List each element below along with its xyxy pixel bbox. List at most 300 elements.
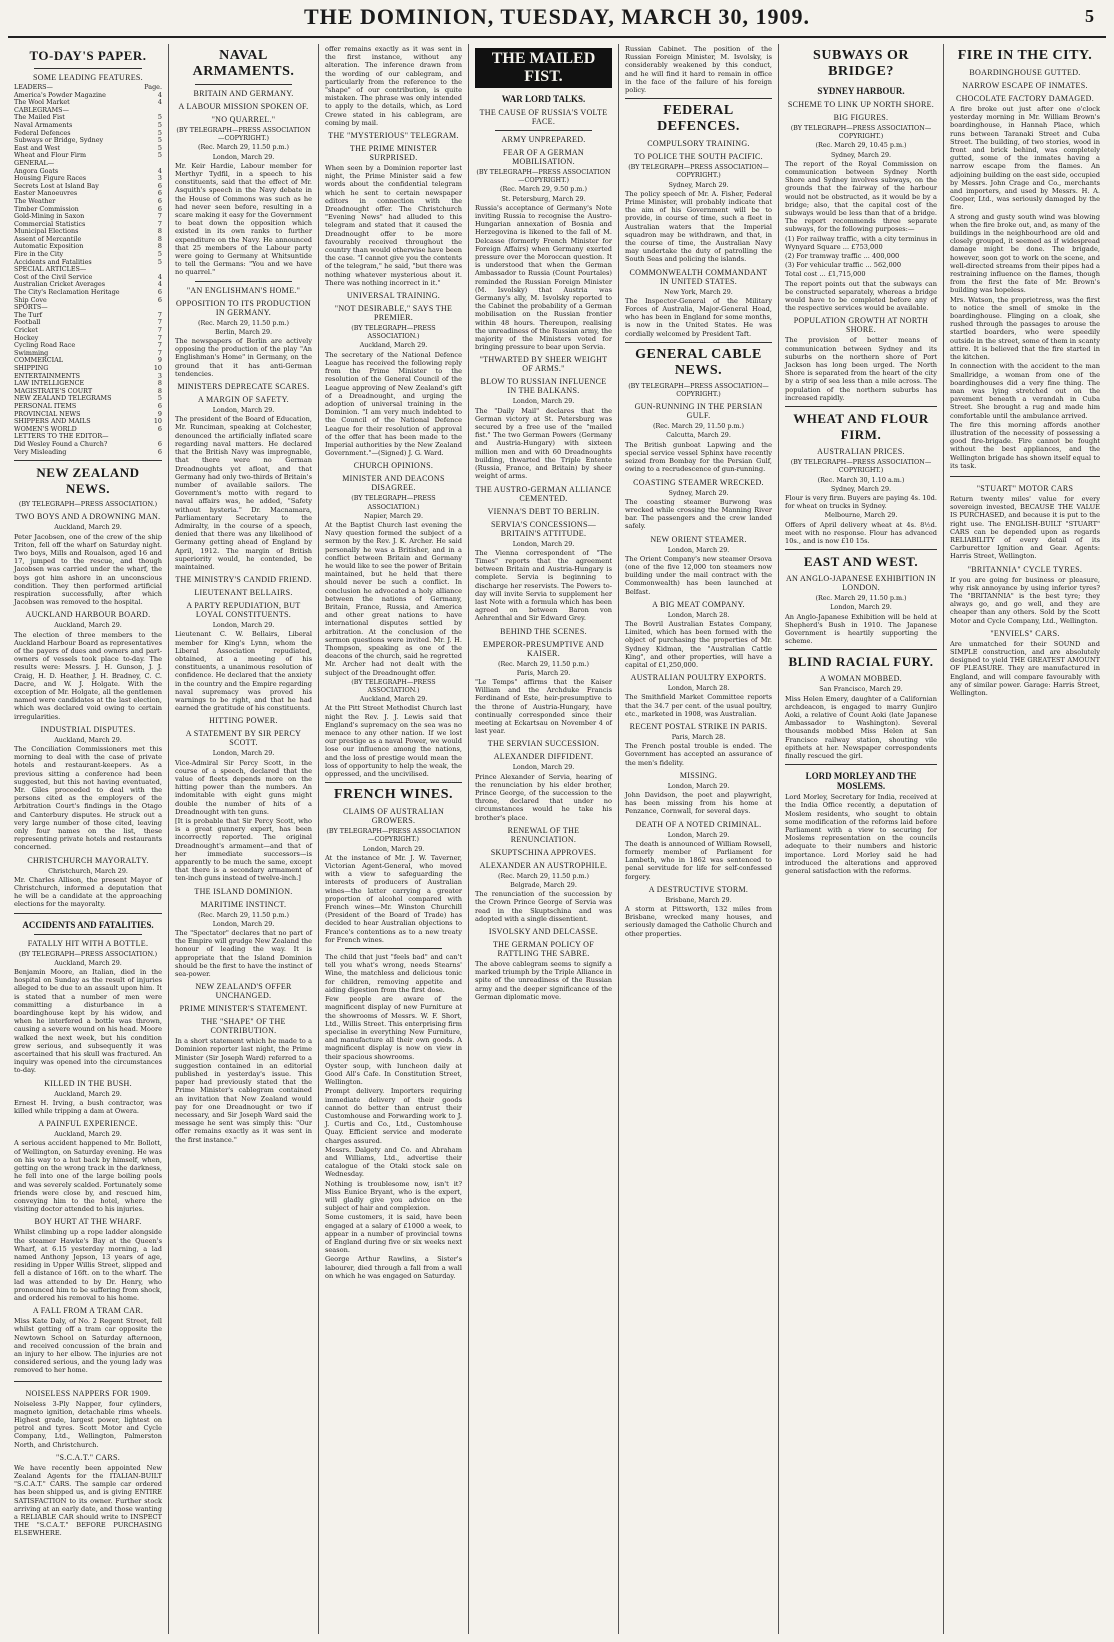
story-heading: BOY HURT AT THE WHARF. [34, 1217, 142, 1227]
credit: (BY TELEGRAPH—PRESS ASSOCIATION—COPYRIGHT.) [628, 381, 769, 399]
subhead: EMPEROR-PRESUMPTIVE AND KAISER. [483, 639, 604, 658]
dateline: Auckland, March 29. [359, 695, 428, 704]
index-item-page: 6 [157, 288, 162, 297]
index-item-label: Commercial Statistics [14, 219, 86, 228]
subhead: CHURCH OPINIONS. [353, 461, 434, 471]
index-item-label: LETTERS TO THE EDITOR— [14, 432, 109, 441]
divider [34, 934, 142, 935]
dateline: Auckland, March 29. [54, 523, 122, 532]
index-item-label: Municipal Elections [14, 227, 79, 236]
divider [785, 649, 937, 650]
subhead: RECENT POSTAL STRIKE IN PARIS. [629, 721, 768, 731]
story-body: Offers of April delivery wheat at 4s. 8½d. meet with no response. Flour has advanced 10s., and is now £10 15s. [785, 520, 937, 545]
dateline: London, March 29. [667, 781, 730, 790]
credit: (BY TELEGRAPH—PRESS ASSOCIATION—COPYRIGHT.) [628, 163, 769, 180]
index-item-page: 6 [157, 196, 162, 205]
dateline: London, March 29. [667, 830, 730, 839]
index-item-label: GENERAL— [14, 158, 55, 167]
subhead: SCHEME TO LINK UP NORTH SHORE. [787, 100, 935, 109]
dateline: London, March 29. [212, 406, 275, 415]
cost-line: (1) For railway traffic, with a city terminus in Wynyard Square ... £753,000 [785, 234, 937, 251]
index-item-page: 5 [157, 151, 162, 160]
index-item-label: Housing Figure Races [14, 174, 87, 183]
index-item-page: 6 [157, 295, 162, 304]
ad-heading: "ENVIELS" CARS. [990, 628, 1060, 638]
subhead: MARITIME INSTINCT. [200, 899, 287, 909]
racial-fury-title: BLIND RACIAL FURY. [788, 654, 934, 670]
subhead: DEATH OF A NOTED CRIMINAL. [635, 819, 762, 829]
credit: (BY TELEGRAPH—PRESS ASSOCIATION.) [18, 500, 158, 509]
dateline: Melbourne, March 29. [824, 511, 898, 520]
subhead: CLAIMS OF AUSTRALIAN GROWERS. [342, 807, 445, 826]
subhead: A STATEMENT BY SIR PERCY SCOTT. [185, 729, 302, 748]
dateline: London, March 29. [362, 844, 425, 853]
story-heading: FATALLY HIT WITH A BOTTLE. [27, 938, 149, 948]
page-number: 5 [1085, 6, 1094, 26]
index-item-label: Australian Cricket Averages [14, 280, 106, 289]
index-item-label: Wheat and Flour Firm [14, 151, 87, 160]
subhead: "AN ENGLISHMAN'S HOME." [186, 285, 301, 295]
story-body: The secretary of the National Defence League has received the following reply from the Prime Minister to the resolution of the General Council of the League approving of New Zealand's gift of a Dreadnought, and urging the adoption of universal training in the Dominion. "I am very much indebted to the Council of the National Defence League for their resolution of approval of the offer that has been made to the Imperial authorities by the New Zealand Government."—(Signed) J. G. Ward. [325, 350, 462, 458]
story-body: A fire broke out just after one o'clock yesterday morning in Mr. William Brown's boardinghouse, in Hannah Place, which runs between Taranaki Street and Cuba Street. The building, of two stories, wood in front and brick behind, was completely gutted, some of the inmates having a narrow escape from the flames. An adjoining building on the east side, occupied by Messrs. John Crage and Co., merchants and importers, and used by Messrs. H. A. Cooper, Ltd., was seriously damaged by the fire. [950, 105, 1100, 212]
story-body: The Orient Company's new steamer Orsova (one of the five 12,000 ton steamers now building under the mail contract with the Commonwealth) has been launched at Belfast. [625, 554, 772, 596]
index-item-page: 5 [157, 394, 162, 403]
credit: (BY TELEGRAPH—PRESS ASSOCIATION—COPYRIGHT.) [176, 126, 311, 143]
dateline: Paris, March 28. [671, 732, 726, 741]
dateline: Paris, March 29. [516, 668, 571, 677]
story-body: Russia's acceptance of Germany's Note inviting Russia to recognise the Austro-Hungarian annexation of Bosnia and Herzegovina is likened to the fall of M. Delcasse (formerly French Minister for Foreign Affairs) when Germany exerted pressure over the Moroccan question. It is understood that when the German Ambassador to Russia (Count Pourtales) reminded the Russian Foreign Minister (M. Isvolsky) that Austria was Germany's ally, M. Isvolsky reported to the Cabinet the probability of a German mobilisation on the Russian frontier within 48 hours. Thereupon, realising the unreadiness of the Russian army, the majority of the Ministers voted for bringing pressure to bear upon Servia. [475, 203, 612, 352]
received: (Rec. March 29, 11.50 p.m.) [815, 594, 907, 603]
story-body: The Bovril Australian Estates Company, Limited, which has been formed with the object of purchasing the properties of Mr. Sydney Kidman, the "Australian Cattle King", and other properties, will have a capital of £1,250,000. [625, 619, 772, 669]
dateline: London, March 29. [212, 749, 275, 758]
index-item-label: SPECIAL ARTICLES— [14, 265, 87, 274]
ad-heading: NOISELESS NAPPERS FOR 1909. [25, 1388, 151, 1398]
ad-body: Prompt delivery. Importers requiring immediate delivery of their goods cannot do better than entrust their Customhouse and Forwarding work to J. J. Curtis and Co., Ltd., Customhouse Quay. Efficient service and moderate charges assured. [325, 1087, 462, 1145]
index-item-label: Swimming [14, 348, 49, 357]
index-item-page: 7 [157, 219, 162, 228]
subhead: AN ANGLO-JAPANESE EXHIBITION IN LONDON. [785, 574, 937, 593]
received: (Rec. March 29, 11.50 p.m.) [497, 659, 590, 668]
story-heading: A FALL FROM A TRAM CAR. [32, 1306, 144, 1316]
story-heading: CHRISTCHURCH MAYORALTY. [27, 855, 149, 865]
naval-title: NAVAL ARMAMENTS. [192, 48, 295, 79]
story-body: The above cablegram seems to signify a marked triumph by the Triple Alliance in spite of the unreadiness of the Russian army and the deeper significance of the German diplomatic move. [475, 960, 612, 1001]
index-item-page: 5 [157, 250, 162, 259]
story-body: The election of three members to the Auckland Harbour Board as representatives of the payers of dues and owners and part-owners of vessels took place to-day. The results were: Messrs. J. H. Gunson, J. J. Craig, H. D. Heather, J. H. Bradney, C. C. Dacre, and W. J. Holgate. With the exception of Mr. Holgate, all the gentlemen named were candidates at the last election, which was declared void owing to certain irregularities. [14, 630, 162, 721]
credit: (BY TELEGRAPH—PRESS ASSOCIATION—COPYRIGHT.) [326, 827, 461, 844]
subhead: ALEXANDER AN AUSTROPHILE. [479, 860, 608, 870]
subhead: AUSTRALIAN POULTRY EXPORTS. [630, 673, 767, 683]
ad-heading: "S.C.A.T." CARS. [55, 1452, 121, 1462]
story-body: Miss Kate Daly, of No. 2 Regent Street, fell whilst getting off a tram car opposite the Newtown School on Saturday afternoon, and received concussion of the brain and an injury to her elbow. The injuries are not considered serious, and the young lady was removed to her home. [14, 1317, 162, 1375]
story-body: Flour is very firm. Buyers are paying 4s. 10d. for wheat on trucks in Sydney. [785, 493, 937, 511]
wheat-title: WHEAT AND FLOUR FIRM. [793, 411, 929, 443]
story-body: The provision of better means of communication between Sydney and its suburbs on the northern shore of Port Jackson has long been urged. The North Shore is separated from the heart of the city by a strip of sea less than a mile across. The population of the northern suburbs has increased rapidly. [785, 336, 937, 402]
ad-body: We have recently been appointed New Zealand Agents for the ITALIAN-BUILT "S.C.A.T." CARS. The sample car ordered has been shipped us, and is giving ENTIRE SATISFACTION to its owner. Further stock arriving at an early date, and those wanting a RELIABLE CAR should write to INSPECT THE "S.C.A.T." BEFORE PURCHASING ELSEWHERE. [14, 1463, 162, 1538]
dateline: London, March 29. [212, 919, 275, 928]
index-item-label: Angora Goats [14, 166, 59, 175]
subhead: THE CAUSE OF RUSSIA'S VOLTE FACE. [479, 108, 608, 126]
index-item-page: 7 [157, 333, 162, 342]
index-item-page: 5 [157, 136, 162, 145]
index-item-page: Page. [144, 83, 162, 91]
subhead: UNIVERSAL TRAINING. [346, 291, 441, 301]
dateline: London, March 29. [830, 603, 892, 612]
ad-body: Few people are aware of the magnificent display of new Furniture at the showrooms of Messrs. W. F. Short, Ltd., Willis Street. This enterprising firm specialise in everything New Furniture, and manufacture all their own goods. A magnificent display is now on view in their spacious showrooms. [325, 995, 462, 1061]
index-item-label: ENTERTAINMENTS [14, 371, 80, 380]
subhead: POPULATION GROWTH AT NORTH SHORE. [793, 316, 929, 335]
subhead: FEAR OF A GERMAN MOBILISATION. [502, 148, 585, 166]
cost-total: Total cost ... £1,715,000 [785, 270, 866, 279]
ad-body: Are unmatched for their SOUND and SIMPLE construction, and are absolutely designed to yield THE GREATEST AMOUNT OF PLEASURE. They are manufactured in England, and will compare favourably with any of similar power. Garage: Harris Street, Wellington. [950, 639, 1100, 697]
subhead: MISSING. [679, 770, 718, 780]
dateline: London, March 28. [667, 684, 730, 693]
ad-body: Some customers, it is said, have been engaged at a salary of £1000 a week, to appear in a number of provincial towns of England during five or six weeks next season. [325, 1213, 462, 1255]
dateline: London, March 29. [212, 152, 275, 161]
subhead: CHOCOLATE FACTORY DAMAGED. [955, 94, 1095, 103]
subhead: GUN-RUNNING IN THE PERSIAN GULF. [634, 402, 763, 421]
subhead: NEW ORIENT STEAMER. [650, 534, 747, 544]
story-body: The Vienna correspondent of "The Times" reports that the agreement between Britain and Austria-Hungary is complete. Servia is beginning to discharge her reservists. The Powers to-day will invite Servia to supplement her last Note with a formula which has been agreed on between Baron von Aehrenthal and Sir Edward Grey. [475, 548, 612, 623]
subhead: "NO QUARREL." [211, 115, 276, 124]
accidents-title: ACCIDENTS AND FATALITIES. [22, 919, 154, 930]
story-body: A serious accident happened to Mr. Bollott, of Wellington, on Saturday evening. He was on his way to a hut back by himself, when, getting on the wrong track in the darkness, he fell into one of the large boiling pools and was severely scalded. Fortunately some friends were close by, and rescued him, conveying him to the hotel, where the visiting doctor attended to his injuries. [14, 1139, 162, 1214]
index-item-page: 4 [157, 98, 162, 107]
dateline: London, March 29. [212, 621, 275, 630]
index-item-page: 6 [157, 439, 162, 448]
cost-line: (2) For tramway traffic ... 400,000 [785, 252, 900, 261]
subhead: NEW ZEALAND'S OFFER UNCHANGED. [195, 982, 292, 1001]
ad-body: George Arthur Rawlins, a Sister's labourer, died through a fall from a wall on which he was engaged on Saturday. [325, 1255, 462, 1280]
index-item-page: 10 [153, 363, 162, 372]
story-body: Prince Alexander of Servia, hearing of the renunciation by his elder brother, Prince George, of the succession to the throne, declared that under no circumstances would he take his brother's place. [475, 772, 612, 822]
story-body: Ernest H. Irving, a bush contractor, was killed while tripping a dam at Owera. [14, 1098, 162, 1116]
story-heading: INDUSTRIAL DISPUTES. [40, 724, 136, 734]
story-body: The fire this morning affords another illustration of the necessity of possessing a good fire-brigade. Fire cannot be fought without the best appliances, and the Wellington brigade has shown itself equal to its task. [950, 420, 1100, 470]
subhead: MINISTERS DEPRECATE SCARES. [177, 382, 310, 392]
ad-body: Messrs. Dalgety and Co. and Abraham and Williams, Ltd., advertise their catalogue of the Otaki stock sale on Wednesday. [325, 1145, 462, 1179]
story-body: Russian Cabinet. The position of the Russian Foreign Minister, M. Isvolsky, is considerably weakened by this conduct, and he will find it hard to remain in office in the face of the failure of his foreign policy. [625, 45, 772, 95]
index-item-page: 5 [157, 128, 162, 137]
index-item-page: 9 [157, 409, 162, 418]
subhead: VIENNA'S DEBT TO BERLIN. [487, 506, 600, 516]
east-west-title: EAST AND WEST. [803, 554, 919, 570]
cost-line: (3) For vehicular traffic ... 562,000 [785, 261, 902, 270]
index-item-page: 5 [157, 120, 162, 129]
dateline: St. Petersburg, March 29. [501, 194, 586, 203]
index-item-page: 5 [157, 113, 162, 122]
story-body: The French postal trouble is ended. The Government has accepted an assurance of the men's fidelity. [625, 742, 772, 767]
subhead: ALEXANDER DIFFIDENT. [493, 752, 594, 762]
nz-news-title: NEW ZEALAND NEWS. [36, 465, 140, 497]
story-body: The coasting steamer Burwong was wrecked while crossing the Manning River bar. The passengers and the crew landed safely. [625, 497, 772, 531]
dateline: Sydney, March 29. [830, 484, 892, 493]
index-item-label: Secrets Lost at Island Bay [14, 181, 99, 190]
dateline: Brisbane, March 29. [665, 895, 732, 904]
credit: (BY TELEGRAPH—PRESS ASSOCIATION—COPYRIGHT.) [790, 124, 932, 141]
index-item-page: 6 [157, 424, 162, 433]
subhead: THE "SHAPE" OF THE CONTRIBUTION. [201, 1017, 286, 1036]
received: (Rec. March 30, 1.10 a.m.) [817, 475, 905, 484]
story-heading: TWO BOYS AND A DROWNING MAN. [15, 512, 161, 522]
index-item-page: 8 [157, 227, 162, 236]
dateline: Belgrade, March 29. [510, 880, 577, 889]
subhead: "NOT DESIRABLE," SAYS THE PREMIER. [334, 304, 453, 323]
column-7 [943, 44, 1106, 1634]
subhead: A BIG MEAT COMPANY. [652, 599, 745, 609]
received: (Rec. March 29, 11.50 p.m.) [197, 143, 290, 152]
morley-title: LORD MORLEY AND THE MOSLEMS. [805, 771, 917, 792]
index-item-label: PERSONAL ITEMS [14, 401, 77, 410]
credit: (BY TELEGRAPH—PRESS ASSOCIATION.) [351, 677, 436, 694]
subhead: "THWARTED BY SHEER WEIGHT OF ARMS." [479, 355, 608, 374]
story-heading: AUCKLAND HARBOUR BOARD. [25, 610, 151, 620]
received: (Rec. March 29, 11.50 p.m.) [197, 318, 290, 327]
subhead: MINISTER AND DEACONS DISAGREE. [342, 474, 445, 493]
masthead [0, 0, 1114, 38]
cable-news-title: GENERAL CABLE NEWS. [635, 346, 762, 378]
subhead: THE GERMAN POLICY OF RATTLING THE SABRE. [492, 940, 595, 958]
index-item-label: The City's Reclamation Heritage [14, 288, 120, 297]
index-item-label: Ship Cove [14, 295, 47, 304]
index-item-page: 4 [157, 272, 162, 281]
index-item-label: Cycling Road Race [14, 341, 76, 350]
index-item-label: SHIPPERS AND MAILS [14, 417, 91, 426]
received: (Rec. March 29, 9.50 p.m.) [499, 185, 588, 194]
column-3 [318, 44, 468, 1634]
subhead: ISVOLSKY AND DELCASSE. [488, 927, 599, 936]
subhead: WAR LORD TALKS. [501, 94, 586, 104]
masthead-rule [8, 36, 1106, 38]
index-item-label: Naval Armaments [14, 120, 73, 129]
dateline: Auckland, March 29. [54, 1130, 122, 1139]
federal-defences-title: FEDERAL DEFENCES. [657, 103, 740, 135]
story-body: Vice-Admiral Sir Percy Scott, in the course of a speech, declared that the value of fleets depends more on the hitting power than the numbers. An indomitable with eight guns might double the number of hits of a Dreadnought with ten guns. [175, 758, 312, 816]
ad-heading: "STUART" MOTOR CARS [976, 483, 1074, 493]
story-body: A storm at Pittsworth, 132 miles from Brisbane, wrecked many houses, and seriously damaged the Catholic Church and other properties. [625, 905, 772, 938]
dateline: Auckland, March 29. [359, 341, 428, 350]
index-item-page: 8 [157, 386, 162, 395]
story-body: The newspapers of Berlin are actively opposing the production of the play "An Englishman's Home" in Germany, on the ground that it has anti-German tendencies. [175, 337, 312, 378]
credit: (BY TELEGRAPH—PRESS ASSOCIATION.) [351, 494, 436, 511]
subhead: THE ISLAND DOMINION. [194, 886, 293, 896]
divider [14, 913, 162, 914]
index-item-label: Fire in the City [14, 250, 64, 259]
subhead: SYDNEY HARBOUR. [817, 86, 905, 96]
fire-title: FIRE IN THE CITY. [957, 48, 1093, 63]
subhead: COASTING STEAMER WRECKED. [633, 477, 764, 487]
subhead: COMMONWEALTH COMMANDANT IN UNITED STATES. [629, 267, 768, 286]
story-body: offer remains exactly as it was sent in the first instance, without any alteration. The inference drawn from the wording of our cablegram, and particularly from the reference to the "shape" of our contribution, is quite mistaken. The phrase was only intended to apply to the details, which, as Lord Crewe stated in his cablegram, are coming by mail. [325, 45, 462, 127]
story-body: The "Spectator" declares that no part of the Empire will grudge New Zealand the honour of leading the way. It is appropriate that the Island Dominion should be the first to have the instinct of sea-power. [175, 929, 312, 979]
story-body: "Le Temps" affirms that the Kaiser William and the Archduke Francis Ferdinand of Este, heir-presumptive to the throne of Austria-Hungary, have continually corresponded since their meeting at Eckartsau on November 4 of last year. [475, 677, 612, 736]
index-item-label: The Turf [14, 310, 42, 319]
dateline: Christchurch, March 29. [48, 866, 128, 875]
index-item-label: Federal Defences [14, 128, 71, 137]
index-item-page: 8 [157, 234, 162, 243]
story-body: The Conciliation Commissioners met this morning to deal with the case of private hotels and restaurant-keepers. As a previous sitting a conference had been suggested, but this not having eventuated, Mr. Giles proceeded to deal with the persons cited as the employers of the Arbitration Court's findings in the Otago and Canterbury disputes. He struck out a very large number of those cited, leaving only four names on the list, these representing private hotels and restaurants concerned. [14, 744, 162, 852]
column-5 [618, 44, 778, 1634]
story-body: Mrs. Watson, the proprietress, was the first to notice the smell of smoke in the boardinghouse. Flinging on a cloak, she rushed through the passages to arouse the startled boarders, who were speedily outside in the street, some of them in scanty attire. It is believed that the fire started in the kitchen. [950, 295, 1100, 362]
subhead: A WOMAN MOBBED. [820, 674, 902, 684]
index-item-page: 3 [157, 174, 162, 183]
index-item-page: 4 [157, 280, 162, 289]
index-item-label: Cost of the Civil Service [14, 272, 93, 281]
story-body: Benjamin Moore, an Italian, died in the hospital on Sunday as the result of injuries alleged to be due to an assault upon him. It is stated that a number of men were committing a disturbance in a boardinghouse kept by his widow, and when he interfered a bottle was thrown, causing a severe wound on his head. Moore walked the next week, but his condition grew serious, and subsequently it was ascertained that his skull was fractured. An inquiry was opened into the circumstances to-day. [14, 968, 162, 1075]
divider [14, 460, 162, 461]
subhead: A LABOUR MISSION SPOKEN OF. [178, 102, 309, 111]
dateline: London, March 29. [512, 397, 575, 406]
ad-body: If you are going for business or pleasure, why risk annoyance by using inferior tyres? The "BRITANNIA" is the best tyre; they always go, and go well, and they are cheaper than any others. Sold by the Scott Motor and Cycle Company, Ltd., Wellington. [950, 575, 1100, 625]
divider [195, 281, 292, 282]
story-body: At the instance of Mr. J. W. Taverner, Victorian Agent-General, who moved with a view to safeguarding the interests of producers of Australian wines—the latter carrying a greater proportion of alcohol compared with French wines—Mr. Winston Churchill (President of the Board of Trade) has decided to hear Australian objections to France's contentions as to a new treaty for French wines. [325, 853, 462, 944]
column-2 [168, 44, 318, 1634]
story-body: When seen by a Dominion reporter last night, the Prime Minister said a few words about the confidential telegram which he sent to certain newspaper editors in connection with the Dreadnought offer. The Christchurch "Evening News" had alluded to this telegram and stated that it caused the Dreadnought offer to be more favourably received throughout the country than would otherwise have been the case. "I cannot give you the contents of the telegram," he said, "but there was nothing whatever mysterious about it. There was nothing incorrect in it." [325, 164, 462, 287]
index-item-label: The Weather [14, 196, 56, 205]
story-body: In a short statement which he made to a Dominion reporter last night, the Prime Minister (Sir Joseph Ward) referred to a suggestion contained in an editorial published in yesterday's issue. This paper had previously stated that the Prime Minister's cablegram contained an invitation that New Zealand would pay for one Dreadnought or two if necessary, and Sir Joseph Ward said the message he sent was simply this: "Our offer remains exactly as it was sent in the first instance." [175, 1037, 312, 1144]
subhead: RENEWAL OF THE RENUNCIATION. [507, 825, 580, 844]
ad-heading: "BRITANNIA" CYCLE TYRES. [967, 564, 1083, 574]
subhead: A DESTRUCTIVE STORM. [648, 884, 749, 894]
subhead: TO POLICE THE SOUTH PACIFIC. [634, 152, 763, 162]
index-item-label: LEADERS— [14, 83, 53, 91]
dateline: London, March 29. [512, 539, 575, 548]
ad-body: Return twenty miles' value for every sovereign invested, BECAUSE THE VALUE IS PURCHASED, and because it is put to the right use. The ENGLISH-BUILT "STUART" CARS can be depended upon as regards RELIABILITY of every detail of its Carburettor Ignition and Gear. Agents: Harris Street, Wellington. [950, 494, 1100, 561]
subhead: BLOW TO RUSSIAN INFLUENCE IN THE BALKANS. [480, 377, 607, 396]
ad-body: The child that just "feels bad" and can't tell you what's wrong, needs Stearns' Wine, the matchless and delicious tonic for children, removing appetite and aiding digestion from the first dose. [325, 953, 462, 994]
subways-title: SUBWAYS OR BRIDGE? [813, 48, 909, 79]
index-item-page: 6 [157, 181, 162, 190]
story-body: Miss Helen Emery, daughter of a Californian archdeacon, is engaged to marry Gunjiro Aoki, a relative of Count Aoki (late Japanese Ambassador to Washington). Several thousands mobbed Miss Helen at San Francisco railway station, shouting vile epithets at her. Newspaper correspondents finally rescued the girl. [785, 694, 937, 760]
subhead: COMPULSORY TRAINING. [647, 139, 750, 149]
index-title: TO-DAY'S PAPER. [29, 48, 147, 63]
index-item-label: Accidents and Fatalities [14, 257, 92, 266]
story-body: The president of the Board of Education, Mr. Runciman, speaking at Colchester, denounced the artificially inflated scare regarding naval matters. He declared that the British Navy was impregnable, that there were no German Dreadnoughts yet afloat, and that Germany had only two-thirds of Britain's number of available sailors. The Government's motto with regard to naval affairs was, he added, "Safety without hysteria." Dr. Macnamara, Parliamentary Secretary to the Admiralty, in the course of a speech, denied that there was any likelihood of Germany getting ahead of England by April, 1912. The margin of British superiority would, he contended, be maintained. [175, 415, 312, 571]
subhead: OPPOSITION TO ITS PRODUCTION IN GERMANY. [175, 298, 311, 317]
index-item-label: Football [14, 318, 41, 327]
dateline: Berlin, March 29. [214, 327, 273, 336]
subhead: THE "MYSTERIOUS" TELEGRAM. [328, 131, 459, 141]
index-item-label: Easter Manoeuvres [14, 189, 78, 198]
story-body: Lord Morley, Secretary for India, received at the India Office recently, a deputation of Moslem residents, who sought to obtain some modification of the reforms laid before Parliament with a view to securing for Moslems representation on the councils adequate to their numbers and historic importance. Lord Morley said he had introduced the alterations and approved general satisfaction with the reforms. [785, 793, 937, 875]
index-item-page: 4 [157, 166, 162, 175]
story-body: An Anglo-Japanese Exhibition will be held at Shepherd's Bush in 1910. The Japanese Government is heartily supporting the scheme. [785, 612, 937, 646]
index-item-label: Subways or Bridge, Sydney [14, 136, 104, 145]
dateline: Auckland, March 29. [54, 958, 122, 967]
subhead: NARROW ESCAPE OF INMATES. [962, 81, 1088, 90]
dateline: Sydney, March 29. [668, 180, 729, 189]
masthead-title: THE DOMINION, TUESDAY, MARCH 30, 1909. [304, 4, 810, 29]
index-item [14, 449, 162, 457]
index-item-label: Cricket [14, 326, 38, 334]
index-item-page: 7 [157, 212, 162, 221]
received: (Rec. March 29, 11.50 p.m.) [197, 910, 290, 919]
subhead: THE SERVIAN SUCCESSION. [487, 739, 600, 749]
story-body: In connection with the accident to the man Smallridge, a woman from one of the boardinghouses did a very fine thing. The man was lying stretched out on the pavement beneath a verandah in Cuba Street. She brought a rug and made him comfortable until the ambulance arrived. [950, 362, 1100, 420]
index-item-label: WOMEN'S WORLD [14, 424, 77, 433]
subhead: SKUPTSCHINA APPROVES. [490, 847, 597, 857]
dateline: Sydney, March 29. [830, 150, 892, 159]
story-body: The report points out that the subways can be constructed separately, whereas a bridge would have to be completed before any of the respective services would be available. [785, 279, 937, 313]
column-1 [8, 44, 168, 1634]
divider [625, 98, 772, 99]
story-body: At the Pitt Street Methodist Church last night the Rev. J. J. Lewis said that England's supremacy on the sea was no menace to any other nation. If we lost our prestige as a naval Power, we would lose our influence among the nations, and the loss of prestige would mean the loss of opportunity to help the weak, the oppressed, and the uncivilised. [325, 704, 462, 779]
story-body: Mr. Keir Hardie, Labour member for Merthyr Tydfil, in a speech to his constituents, said that the effect of Mr. Asquith's speech in the Navy debate in the House of Commons was such as he had never seen before, resulting in a scare making it easy for the Government to beat down the opposition which existed in its own ranks to further expenditure on the Navy. He announced that 25 members of the Labour party were going to Germany at Whitsuntide to tell the Germans: "You and we have no quarrel." [175, 161, 312, 277]
index-item-label: Automatic Exposition [14, 242, 84, 251]
index-list [14, 84, 162, 456]
credit: (BY TELEGRAPH—PRESS ASSOCIATION.) [18, 949, 158, 958]
story-heading: KILLED IN THE BUSH. [44, 1078, 132, 1088]
index-item-label: The Wool Market [14, 98, 70, 107]
index-item-label: NEW ZEALAND TELEGRAMS [14, 394, 112, 403]
subhead: BEHIND THE SCENES. [500, 626, 587, 636]
dateline: London, March 29. [667, 545, 730, 554]
divider [195, 84, 292, 85]
index-item-page: 6 [157, 447, 162, 456]
mailed-fist-title: THE MAILED FIST. [475, 48, 612, 88]
index-item-page: 3 [157, 371, 162, 380]
subhead: HITTING POWER. [209, 716, 278, 726]
index-item-label: CABLEGRAMS— [14, 105, 69, 114]
divider [325, 782, 462, 783]
dateline: Auckland, March 29. [54, 735, 122, 744]
index-item-page: 7 [157, 318, 162, 327]
index-item-page: 6 [157, 401, 162, 410]
dateline: Calcutta, March 29. [666, 431, 731, 440]
index-item-label: East and West [14, 143, 61, 152]
story-body: The Smithfield Market Committee reports that the 34.7 per cent. of the usual poultry, etc., marketed in 1908, was Australian. [625, 693, 772, 718]
divider [785, 764, 937, 765]
subhead: THE MINISTRY'S CANDID FRIEND. [175, 575, 312, 585]
index-item-page: 7 [157, 348, 162, 357]
index-item-label: Gold-Mining in Saxon [14, 212, 85, 221]
subhead: BIG FIGURES. [833, 113, 889, 122]
index-item-page: 7 [157, 310, 162, 319]
dateline: Auckland, March 29. [54, 1089, 122, 1098]
story-body: The policy speech of Mr. A. Fisher, Federal Prime Minister, will probably indicate that the aim of his Government will be to provide, in course of time, such a fleet in Australian waters that the Imperial squadron may be withdrawn, and that, in the course of time, the Australian Navy may undertake the duty of patrolling the South Seas and policing the islands. [625, 189, 772, 264]
dateline: Sydney, March 29. [668, 488, 729, 497]
subhead: A MARGIN OF SAFETY. [198, 395, 289, 405]
index-item-label: LAW INTELLIGENCE [14, 379, 85, 388]
subhead: BRITAIN AND GERMANY. [193, 89, 294, 98]
dateline: London, March 29. [512, 763, 575, 772]
ad-body: Nothing is troublesome now, isn't it? Miss Eunice Bryant, who is the expert, will gladly give you advice on the subject of hair and complexion. [325, 1179, 462, 1213]
story-body: A strong and gusty south wind was blowing when the fire broke out, and, as many of the buildings in the neighbourhood are old and closely grouped, it seemed as if widespread damage might be done. The brigade, however, soon got to work on the scene, and well-directed streams from their pipes had a restraining influence on the flames, though from the first the fate of Mr. Brown's building was hopeless. [950, 212, 1100, 295]
index-item-label: America's Powder Magazine [14, 90, 106, 99]
subhead: ARMY UNPREPARED. [501, 135, 586, 144]
story-body: The "Daily Mail" declares that the German victory at St. Petersburg was secured by a free use of the "mailed fist." The two German Powers (Germany and Austria-Hungary) with sixteen million men and with 60 Dreadnoughts building, thwarted the Triple Entente (Russia, France, and Britain) by sheer weight of arms. [475, 406, 612, 481]
received: (Rec. March 29, 11.50 p.m.) [497, 871, 590, 880]
credit: (BY TELEGRAPH—PRESS ASSOCIATION—COPYRIGHT.) [790, 458, 932, 475]
story-body: The British gunboat Lapwing and the special service vessel Sphinx have recently seized from Bombay for the Persian Gulf, owing to a recrudescence of gun-running. [625, 440, 772, 474]
story-body: [It is probable that Sir Percy Scott, who is a great gunnery expert, has been incorrectly reported. The original Dreadnought's armament—and that of her immediate successors—is apparently to be much the same, except that there is a secondary armament of ten-inch guns instead of twelve-inch.] [175, 817, 312, 883]
divider [785, 549, 937, 550]
story-body: Lieutenant C. W. Bellairs, Liberal member for King's Lynn, whom the Liberal Association repudiated, obtained, at a meeting of his constituents, a unanimous resolution of confidence. He declared that the anxiety in the country and the Empire regarding naval supremacy was proved his warnings to be right, and that he had earned the gratitude of his constituents. [175, 630, 312, 713]
story-body: At the Baptist Church last evening the Navy question formed the subject of a sermon by the Rev. J. K. Archer. He said personally he was a Britisher, and in a conflict between Britain and Germany he would like to see the power of Britain maintained, but he held that there should never be such a conflict. In conclusion he advocated a holy alliance between the nations of Germany, Britain, France, Russia, and America and other great nations to have international disputes settled by arbitration. At the conclusion of the sermon questions were invited. Mr. J. H. Thompson, speaking as one of the deacons of the church, said he regretted Mr. Archer had not dealt with the subject of the Dreadnought offer. [325, 520, 462, 677]
index-item-page: 8 [157, 242, 162, 251]
index-item-page: 8 [157, 379, 162, 388]
divider [625, 342, 772, 343]
index-item-page: 5 [157, 143, 162, 152]
index-item-label: PROVINCIAL NEWS [14, 409, 81, 418]
story-body: John Davidson, the poet and playwright, has been missing from his home at Penzance, Cornwall, for several days. [625, 790, 772, 816]
divider [785, 406, 937, 407]
index-item-page: 7 [157, 326, 162, 334]
story-heading: A PAINFUL EXPERIENCE. [38, 1119, 138, 1129]
credit: (BY TELEGRAPH—PRESS ASSOCIATION.) [351, 324, 436, 341]
story-body: The Inspector-General of the Military Forces of Australia, Major-General Hoad, who has been in England for some months, is now in the United States. He was cordially welcomed by President Taft. [625, 296, 772, 338]
index-item-label: SHIPPING [14, 363, 49, 372]
